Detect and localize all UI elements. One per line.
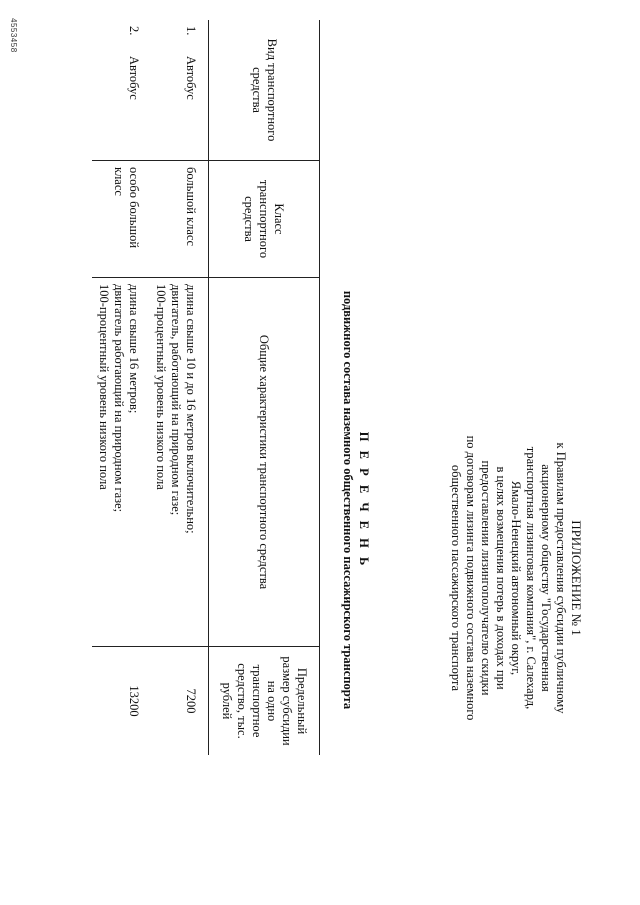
appendix-line: транспортная лизинговая компания", г. Салехард,: [524, 446, 538, 710]
spec-line: длина свыше 10 и до 16 метров включительно;: [184, 284, 198, 534]
appendix-line: предоставлении лизингополучателю скидки: [479, 460, 493, 696]
row-number: 2.: [127, 26, 141, 36]
cell-characteristics: [149, 278, 209, 647]
vehicle-table: [92, 20, 320, 755]
spec-line: длина свыше 16 метров;: [127, 284, 141, 414]
spec-line: двигатель, работающий на природном газе;: [169, 284, 183, 516]
header-vehicle-type: Вид транспортного средства: [209, 20, 320, 161]
header-vehicle-class: Класс транспортного средства: [209, 161, 320, 278]
table-header-row: [209, 20, 320, 755]
table-row: [92, 20, 149, 755]
document-title: П Е Р Е Ч Е Н Ь: [357, 431, 371, 569]
appendix-line: к Правилам предоставления субсидии публичному: [554, 442, 568, 714]
cell-vehicle-type: [92, 20, 149, 161]
document-heading: [340, 240, 372, 760]
spec-line: 100-процентный уровень низкого пола: [154, 284, 168, 490]
header-characteristics: Общие характеристики транспортного средства: [209, 278, 320, 647]
appendix-number: ПРИЛОЖЕНИЕ № 1: [569, 520, 584, 636]
appendix-line: акционерному обществу "Государственная: [539, 464, 553, 692]
spec-line: двигатель работающий на природном газе;: [112, 284, 126, 513]
row-number: 1.: [184, 26, 198, 36]
cell-characteristics: [92, 278, 149, 647]
appendix-line: Ямало-Ненецкий автономный округ,: [509, 480, 523, 676]
cell-vehicle-type: [149, 20, 209, 161]
header-subsidy-limit: Предельный размер субсидии на одно транспортное средство, тыс. рублей: [209, 647, 320, 756]
vehicle-type: Автобус: [127, 56, 141, 100]
appendix-block: [448, 318, 584, 838]
spec-line: 100-процентный уровень низкого пола: [97, 284, 111, 490]
cell-vehicle-class: особо большой класс: [92, 161, 149, 278]
document-subtitle: подвижного состава наземного общественного пассажирского транспорта: [341, 290, 355, 710]
cell-subsidy-limit: 13200: [92, 647, 149, 756]
appendix-line: по договорам лизинга подвижного состава наземного: [464, 435, 478, 721]
table-row: [149, 20, 209, 755]
cell-vehicle-class: большой класс: [149, 161, 209, 278]
vehicle-type: Автобус: [184, 56, 198, 100]
cell-subsidy-limit: 7200: [149, 647, 209, 756]
appendix-line: общественного пассажирского транспорта: [449, 464, 463, 692]
appendix-line: в целях возмещения потерь в доходах при: [494, 466, 508, 690]
document-stamp-number: 4553458: [9, 18, 18, 53]
